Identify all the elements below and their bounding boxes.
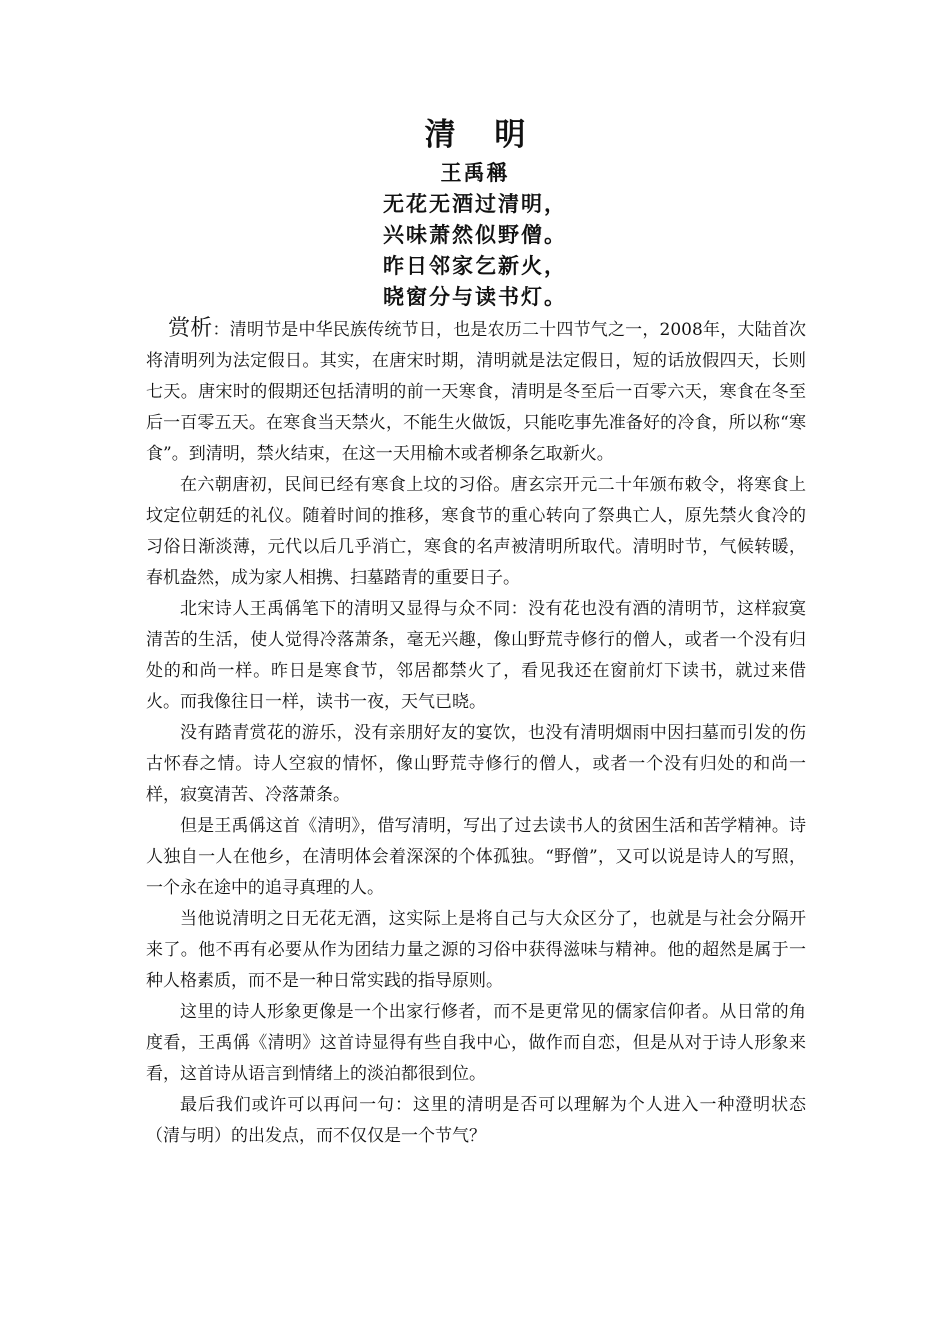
analysis-paragraph: 最后我们或许可以再问一句：这里的清明是否可以理解为个人进入一种澄明状态（清与明）的出发点，而不仅仅是一个节气？ (146, 1095, 806, 1146)
poem-line: 昨日邻家乞新火， (383, 253, 567, 278)
analysis-paragraph: 北宋诗人王禹偁笔下的清明又显得与众不同：没有花也没有酒的清明节，这样寂寞清苦的生活，使人觉得冷落萧条，毫无兴趣，像山野荒寺修行的僧人，或者一个没有归处的和尚一样。昨日是寒食节，邻居都禁火了，看见我还在窗前灯下读书，就过来借火。而我像往日一样，读书一夜，天气已晓。 (146, 599, 806, 712)
analysis-paragraph: 没有踏青赏花的游乐，没有亲朋好友的宴饮，也没有清明烟雨中因扫墓而引发的伤古怀春之情。诗人空寂的情怀，像山野荒寺修行的僧人，或者一个没有归处的和尚一样，寂寞清苦、冷落萧条。 (146, 723, 806, 805)
analysis-paragraph (146, 313, 806, 470)
poem-line: 兴味萧然似野僧。 (383, 222, 567, 247)
analysis-paragraph: 在六朝唐初，民间已经有寒食上坟的习俗。唐玄宗开元二十年颁布敕令，将寒食上坟定位朝廷的礼仪。随着时间的推移，寒食节的重心转向了祭典亡人，原先禁火食冷的习俗日渐淡薄，元代以后几乎消亡，寒食的名声被清明所取代。清明时节，气候转暖，春机盎然，成为家人相携、扫墓踏青的重要日子。 (146, 475, 806, 588)
analysis-section (146, 313, 806, 1152)
poem-title: 清 明 (424, 117, 540, 153)
poem-line: 晓窗分与读书灯。 (383, 284, 567, 309)
analysis-paragraph: 但是王禹偁这首《清明》，借写清明，写出了过去读书人的贫困生活和苦学精神。诗人独自一人在他乡，在清明体会着深深的个体孤独。“野僧”，又可以说是诗人的写照，一个永在途中的追寻真理的人。 (146, 816, 806, 898)
poem-block (0, 112, 950, 312)
analysis-paragraph: 当他说清明之日无花无酒，这实际上是将自己与大众区分了，也就是与社会分隔开来了。他不再有必要从作为团结力量之源的习俗中获得滋味与精神。他的超然是属于一种人格素质，而不是一种日常实践的指导原则。 (146, 909, 806, 991)
poem-author: 王禹稱 (440, 160, 510, 185)
poem-line: 无花无酒过清明， (383, 191, 567, 216)
analysis-label: 赏析 (168, 316, 213, 341)
analysis-paragraph-text: ：清明节是中华民族传统节日，也是农历二十四节气之一，2008年，大陆首次将清明列为法定假日。其实，在唐宋时期，清明就是法定假日，短的话放假四天，长则七天。唐宋时的假期还包括清明的前一天寒食，清明是冬至后一百零六天，寒食在冬至后一百零五天。在寒食当天禁火，不能生火做饭，只能吃事先准备好的冷食，所以称“寒食”。到清明，禁火结束，在这一天用榆木或者柳条乞取新火。 (146, 320, 806, 464)
analysis-paragraph: 这里的诗人形象更像是一个出家行修者，而不是更常见的儒家信仰者。从日常的角度看，王禹偁《清明》这首诗显得有些自我中心，做作而自恋，但是从对于诗人形象来看，这首诗从语言到情绪上的淡泊都很到位。 (146, 1002, 806, 1084)
